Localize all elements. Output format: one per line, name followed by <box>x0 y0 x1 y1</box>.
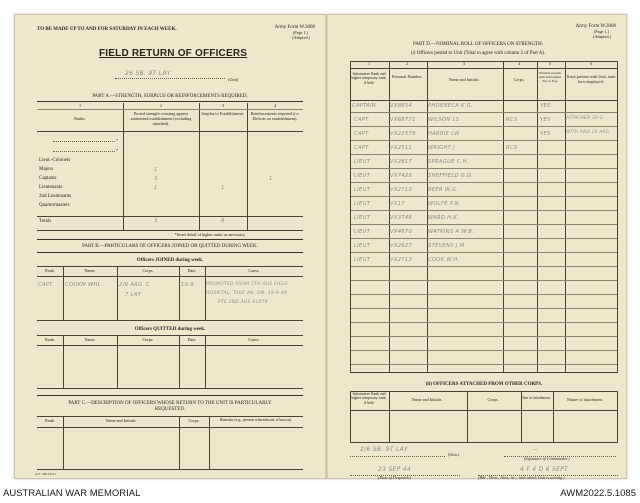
unit-label-right: (Unit.) <box>448 452 460 457</box>
col-name-header: Name and Initials. <box>448 77 480 82</box>
quitted-heading: Officers QUITTED during week. <box>134 327 206 332</box>
attached-heading: (ii) OFFICERS ATTACHED FROM OTHER CORPS. <box>425 382 543 387</box>
part-a-heading: PART A.—STRENGTH, SURPLUS OR REINFORCEMENTS REQUIRED. <box>92 94 248 99</box>
rank-quartermasters: Quartermasters <box>39 203 70 208</box>
col-corps-header: Corps. <box>513 77 525 82</box>
rank-captains: Captains <box>39 176 57 181</box>
col-surplus-header: Surplus to Establishment. <box>201 111 245 116</box>
col-rank-header: Substantive Rank and higher temporary rank, if held. <box>351 72 387 85</box>
unit-handwriting: 26 SB. 9T LAY <box>125 70 171 77</box>
part-b-heading: PART B.—PARTICULARS OF OFFICERS JOINED OR QUITTED DURING WEEK. <box>82 244 258 249</box>
rank-lieut-colonels: Lieut.-Colonels <box>39 158 71 163</box>
col-ranks-header: Ranks. <box>74 116 86 121</box>
unit-handwriting-right: 2/6 SB. 9T LAY <box>360 446 409 453</box>
printer-mark: A.F. 3M-10/41 <box>35 472 56 476</box>
unit-label: (Unit) <box>228 77 239 82</box>
col-number-header: Personal Number. <box>391 74 422 79</box>
rank-majors: Majors <box>39 167 54 172</box>
rank-2nd-lieutenants: 2nd Lieutenants <box>39 194 72 199</box>
part-a-footnote: *Insert detail of higher ranks as necessary. <box>174 232 246 237</box>
joined-heading: Officers JOINED during week. <box>136 258 204 263</box>
form-adapted: (Adapted.) <box>291 35 310 40</box>
col-reinforcements-header: Reinforcements required (i.e. Deficits on establishment). <box>250 111 300 121</box>
despatch-label: (Date of Despatch.) <box>378 475 412 480</box>
document-sheet <box>14 14 627 479</box>
form-number: Army Form W.3008 <box>274 25 315 30</box>
left-page: TO BE MADE UP TO AND FOR SATURDAY IN EACH WEEK. Army Form W.3008 (Page 1.) (Adapted.) FIELD RETURN OF OFFICERS 26 SB. 9T LAY (Unit) PART A.—STRENGTH, SURPLUS OR REINFORCEMENTS REQUIRED. 1 2 3 4 Ranks. Posted strength counting against authorized establishment (excluding attached). Surplus to Establishment. Reinforcements required (i.e. Deficits on establishment). * * Lieut.-Colonels Majors Captains Lieutenants 2nd Lieutenants Quartermasters Totals 1 3 1 1 1 3 8 *Insert detail of higher ranks as necessary. PART B.—PARTICULARS OF OFFICERS JOINED OR QUITTED DURING WEEK. Officers JOINED during week. Rank. Name. Corps. Date. Cause. CAPT COOKM WHL 2/9 ARG. C 19-9 PROMOTED FROM 5TH AUS FIELD 7 LAY HOSPITAL, TAKE AN. ON. 19-9-44 PTE 2ND AUS 61078 Officers QUITTED during week. Rank. Name. Corps. Date. Cause. PART C.—DESCRIPTION OF OFFICERS WHOSE RETURN TO THE UNIT IS PARTICULARLY REQUESTED. Rank. Name and Initials. Corps. Remarks (e.g., present whereabouts, if known). A.F. 3M-10/41 <box>15 15 325 478</box>
bde-label: (Bde., Divn., Area, etc., with which Unit is serving.) <box>478 475 565 480</box>
col-posted-header: Posted strength counting against authorized establishment (excluding attached). <box>130 111 192 126</box>
signature-label: (Signature of Commander.) <box>524 456 570 461</box>
right-page: Army Form W.3008 (Page 1.) (Adapted.) PART D.—NOMINAL ROLL OF OFFICERS ON STRENGTH. (i) Officers posted to Unit (Total to agree with column 2 of Part A). 1 2 3 4 5 6 Substantive Rank and higher temporary rank, if held. Personal Number. Name and Initials. Corps. Whether present with Unit (insert Yes or No). If not present with Unit, state how employed. CAPTAIN VX8654 PHOENECA K.G. YES CAPT VX68771 WILSON LS RCS YES ATTACHED 20-2 CAPT VX22579 HARBIE LW YES WITH AND 10 ARG CAPT VX2511 WRIGHT J RCS LIEUT VX2817 SPRAGUE C.H. LIEUT VX7428 SHEFFIELD G.G. LIEUT VX2713 BEER W.G. LIEUT VX17 WOLFE P.N. LIEUT VX3748 WARD H.K. LIEUT VX4870 WATKINS A.W.B. LIEUT VX2627 STEVENS J.M. LIEUT VX2713 COOK W.H. (ii) OFFICERS ATTACHED FROM OTHER CORPS. Substantive Rank and higher temporary rank, if held. Name and Initials. Corps. Date of attachment. Nature of attachment. 2/6 SB. 9T LAY (Unit.) — (Signature of Commander.) 23 SEP 44 (Date of Despatch.) 4 F 4 D 6 SEPT (Bde., Divn., Area, etc., with which Unit is serving.) <box>328 15 628 478</box>
part-d-subheading: (i) Officers posted to Unit (Total to agree with column 2 of Part A). <box>410 51 546 56</box>
quitted-table <box>37 335 303 389</box>
rank-lieutenants: Lieutenants <box>39 185 63 190</box>
part-d-heading: PART D.—NOMINAL ROLL OF OFFICERS ON STRENGTH. <box>413 42 543 47</box>
part-c-heading: PART C.—DESCRIPTION OF OFFICERS WHOSE RETURN TO THE UNIT IS PARTICULARLY REQUESTED. <box>68 401 272 412</box>
top-note: TO BE MADE UP TO AND FOR SATURDAY IN EACH WEEK. <box>37 27 177 32</box>
form-page: (Page 1.) <box>292 30 308 35</box>
footer-accession: AWM2022.5.1085 <box>560 488 636 499</box>
page-title: FIELD RETURN OF OFFICERS <box>99 48 248 59</box>
col-present-header: Whether present with Unit (insert Yes or No). <box>538 71 562 83</box>
form-number-right: Army Form W.3008 <box>575 24 616 29</box>
footer-institution: AUSTRALIAN WAR MEMORIAL <box>3 488 141 499</box>
totals-label: Totals <box>39 219 52 224</box>
bde-handwriting: 4 F 4 D 6 SEPT <box>520 466 569 473</box>
col-employed-header: If not present with Unit, state how employed. <box>566 74 616 84</box>
despatch-handwriting: 23 SEP 44 <box>378 466 412 473</box>
signature-handwriting: — <box>533 447 539 453</box>
part-c-table <box>37 416 303 470</box>
